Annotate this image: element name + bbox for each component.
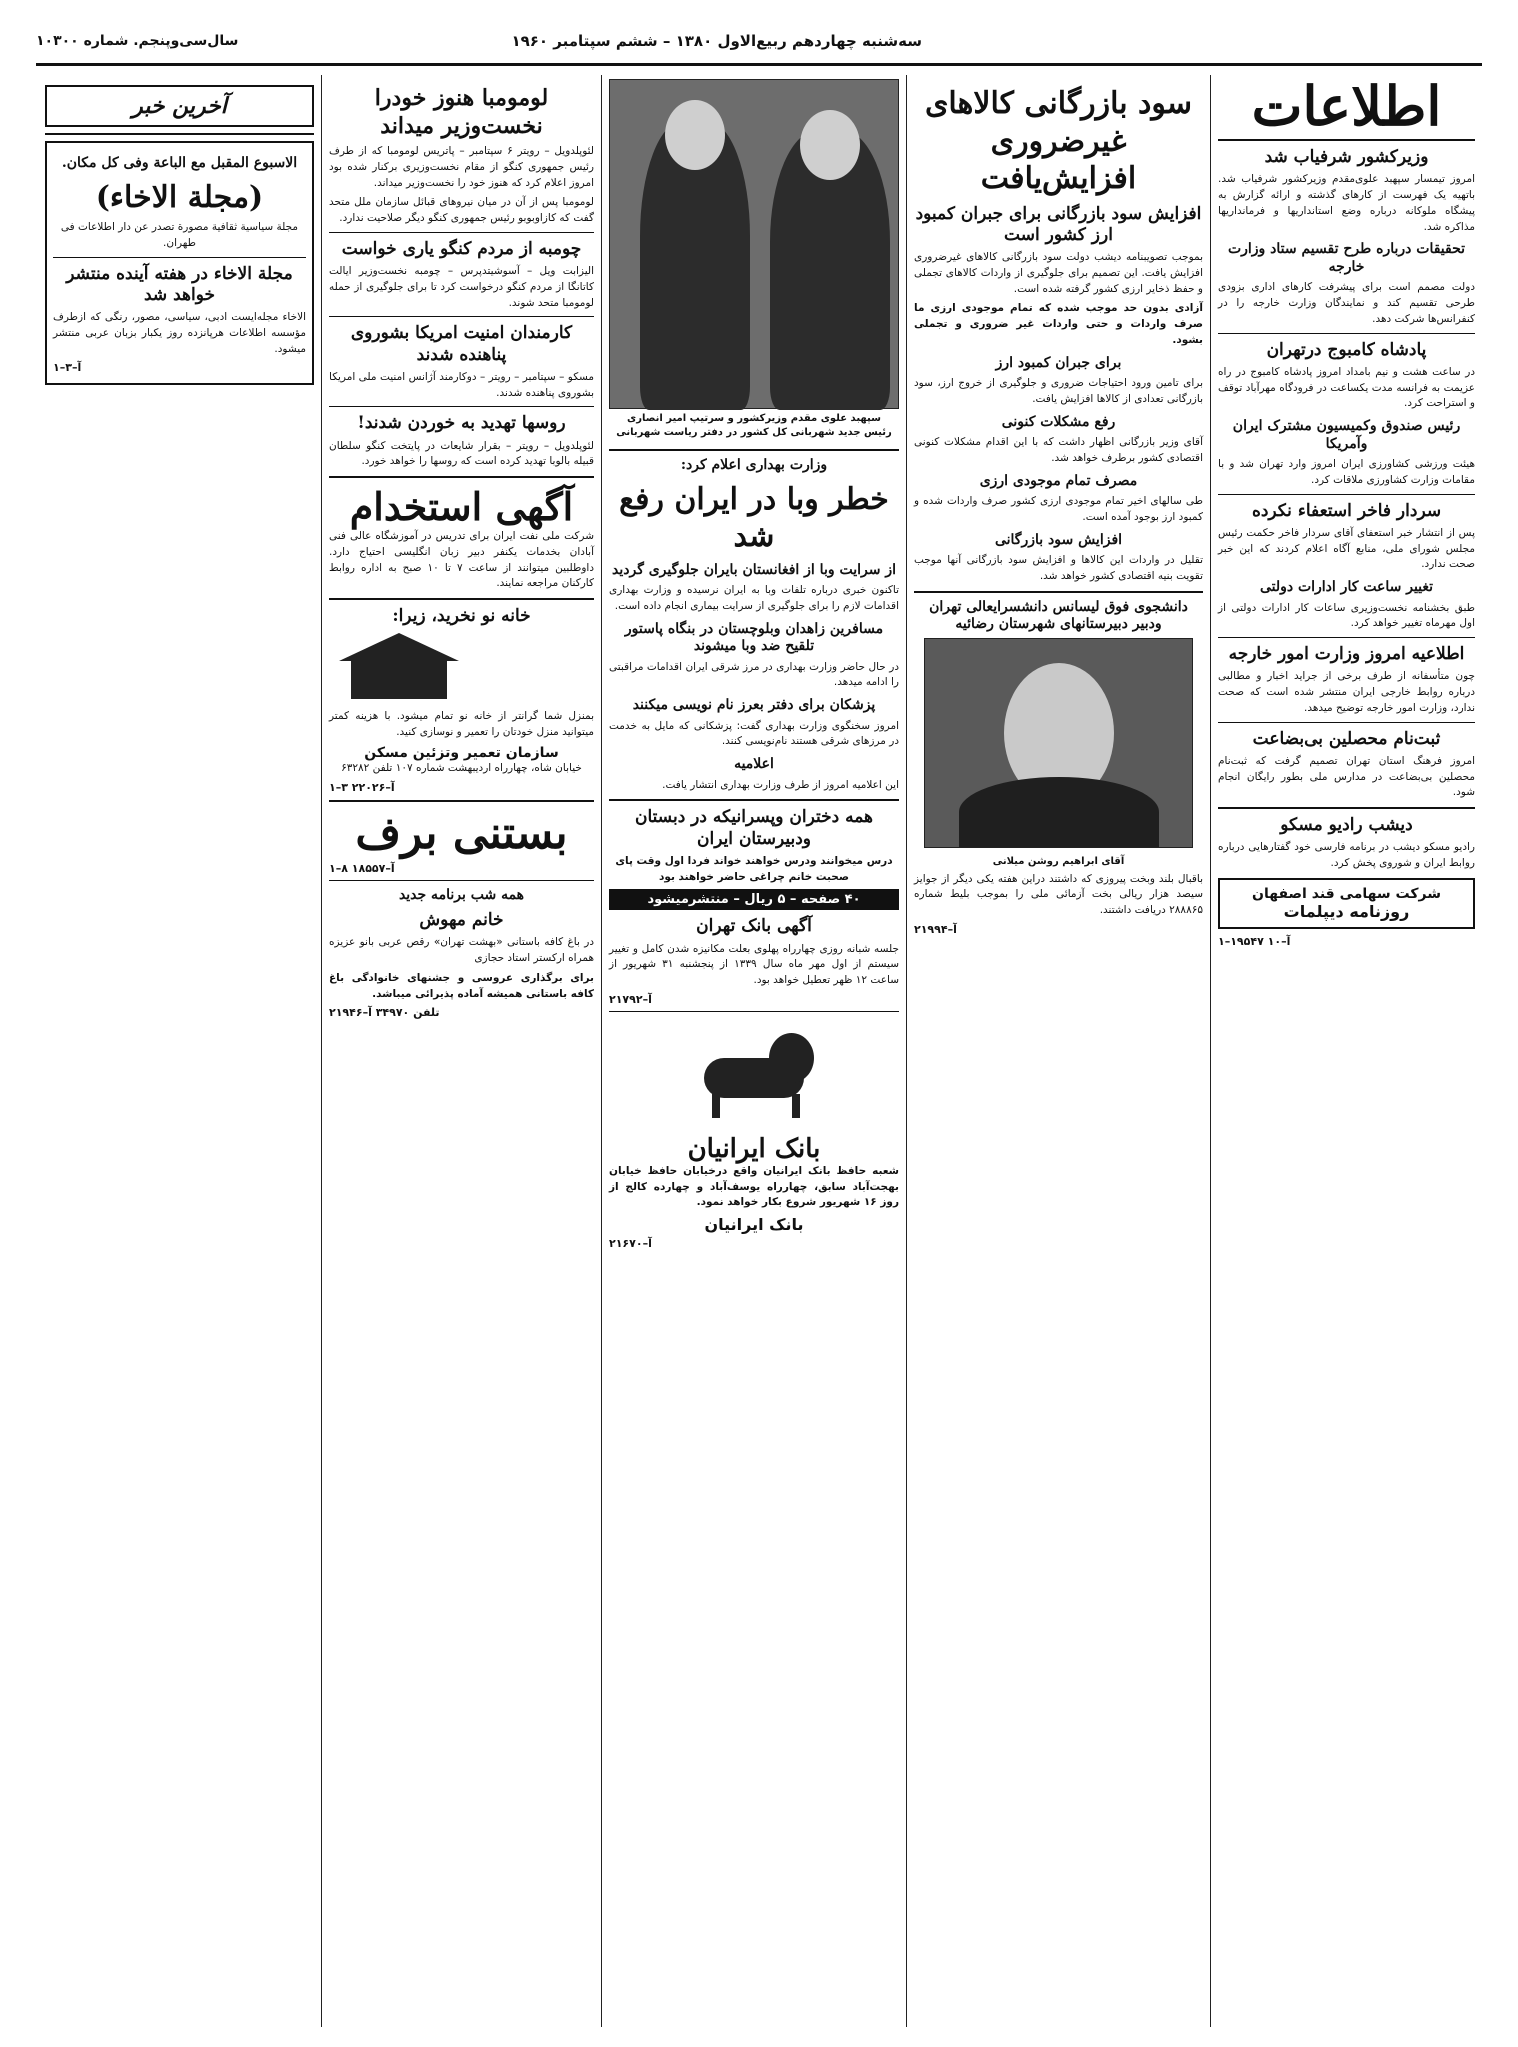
ad-code: آ–۲۱۹۹۴ <box>914 922 957 936</box>
portrait-photo <box>924 638 1193 848</box>
headline-problems: رفع مشکلات کنونی <box>1001 413 1116 430</box>
magazine-banner: ۴۰ صفحه – ۵ ریال – منتشرمیشود <box>609 889 899 910</box>
headline-foreign-ministry: تحقیقات درباره طرح تقسیم ستاد وزارت خارجه <box>1227 241 1466 275</box>
bank-signature: بانک ایرانیان <box>704 1215 804 1234</box>
headline-defectors: کارمندان امنیت امریکا بشوروی پناهنده شدند <box>350 323 573 365</box>
headline-radio-moscow: دیشب رادیو مسکو <box>1280 815 1413 835</box>
article-text: چون متأسفانه از طرف برخی از جراید اخبار و مطالبی درباره روابط خارجی ایران منتشر شده است که صحت ندارد، وزارت امور خارجه توضیح میدهد. <box>1218 670 1475 714</box>
column-1 <box>1210 75 1482 2027</box>
headline-new-house: خانه نو نخرید، زیرا: <box>392 606 531 626</box>
article-text: بمنزل شما گرانتر از خانه نو تمام میشود. با هزینه کمتر میتوانید منزل خودتان را تعمیر و نوسازی کنید. <box>329 710 594 738</box>
headline-commission: رئیس صندوق وکمیسیون مشترک ایران وآمریکا <box>1232 418 1461 452</box>
ad-code: آ–۲۱۷۹۲ <box>609 992 652 1006</box>
ad-code: ۱–۱۹۵۴۷ آ–۱۰ <box>1218 934 1291 948</box>
newspaper-logo: اطلاعات <box>1251 75 1442 138</box>
article-text: برای تامین ورود احتیاجات ضروری و جلوگیری از خروج ارز، سود بازرگانی تعدادی از کالاها افزایش یافت. <box>914 377 1203 405</box>
article-text: درس میخوانند ودرس خواهند خواند فردا اول وقت پای صحبت خانم چراغی حاضر خواهند بود <box>615 854 893 883</box>
article-text: تقلیل در واردات این کالاها و افزایش سود بازرگانی آنها موجب تقویت بنیه اقتصادی کشور خواهد شد. <box>914 554 1203 582</box>
masthead-date: سه‌شنبه چهاردهم ربیع‌الاول ۱۳۸۰ – ششم سپتامبر ۱۹۶۰ <box>511 31 922 50</box>
headline-student-registration: ثبت‌نام محصلین بی‌بضاعت <box>1252 728 1441 749</box>
news-photo <box>609 79 899 409</box>
article-text: طبق بخشنامه نخست‌وزیری ساعات کار ادارات دولتی از اول مهرماه تغییر خواهد کرد. <box>1218 601 1475 630</box>
late-news-box: آخرین خبر <box>45 85 314 127</box>
article-text: شعبه حافظ بانک ایرانیان واقع درخیابان حافظ خیابان بهجت‌آباد سابق، چهارراه یوسف‌آباد و چهارده کالج از روز ۱۶ شهریور شروع بکار خواهد نمود. <box>609 1164 899 1209</box>
headline-lottery-winner: دانشجوی فوق لیسانس دانشسرایعالی تهران ودبیر دبیرستانهای شهرستان رضائیه <box>929 598 1188 632</box>
article-text: دولت مصمم است برای پیشرفت کارهای اداری بزودی طرحی تقسیم کند و نمایندگان وزارت خارجه را در کنفرانس‌ها شرکت دهد. <box>1218 281 1475 325</box>
photo-caption: سپهبد علوی مقدم وزیرکشور و سرتیپ امیر انصاری رئیس جدید شهربانی کل کشور در دفتر ریاست شهربانی <box>616 413 892 438</box>
headline-program: همه شب برنامه جدید <box>398 886 525 903</box>
article-text: خیابان شاه، چهارراه اردیبهشت شماره ۱۰۷ تلفن ۶۳۲۸۲ <box>341 761 582 774</box>
arabic-magazine-ad <box>45 141 314 385</box>
headline-currency: برای جبران کمبود ارز <box>995 354 1122 371</box>
masthead-issue: سال‌سی‌وپنجم. شماره ۱۰۳۰۰ <box>36 32 239 49</box>
column-4 <box>321 75 601 2027</box>
portrait-caption: آقای ابراهیم روشن میلانی <box>992 855 1125 867</box>
article-text: رادیو مسکو دیشب در برنامه فارسی خود گفتارهایی درباره روابط ایران و شوروی پخش کرد. <box>1218 841 1475 869</box>
article-text: در ساعت هشت و نیم بامداد امروز پادشاه کامبوج در راه عزیمت به فرانسه مدت یکساعت در فرودگاه مهرآباد توقف و استراحت کرد. <box>1218 365 1475 410</box>
headline-interior-minister: وزیرکشور شرفیاب شد <box>1264 147 1429 167</box>
headline-lumumba: لومومبا هنوز خودرا نخست‌وزیر میداند <box>374 85 549 139</box>
article-text: شرکت ملی نفت ایران برای تدریس در آموزشگاه عالی فنی آبادان بخدمات یکنفر دبیر زبان انگلیسی احتیاج دارد. داوطلبین میتوانند از ساعت ۷ تا ۱۰ صبح به اداره روابط کارکنان مراجعه نمایند. <box>329 530 594 590</box>
article-text: الیزابت ویل – آسوشیتدپرس – چومبه نخست‌وزیر ایالت کاتانگا از مردم کنگو درخواست کرد تا برای جلوگیری از حمله لومومبا متحد شوند. <box>329 265 594 309</box>
headline-foreign-ministry-notice: اطلاعیه امروز وزارت امور خارجه <box>1228 644 1465 664</box>
house-icon <box>329 633 594 703</box>
headline-bank-tehran: آگهی بانک تهران <box>696 916 812 937</box>
ad-code: آ–۲۱۶۷۰ <box>609 1237 652 1250</box>
headline-cambodia-king: پادشاه کامبوج درتهران <box>1266 339 1427 360</box>
headline-office-hours: تغییر ساعت کار ادارات دولتی <box>1259 579 1434 595</box>
ad-org: سازمان تعمیر وتزئین مسکن <box>364 744 559 761</box>
sub-headline: افزایش سود بازرگانی برای جبران کمبود ارز کشور است <box>915 203 1202 245</box>
article-text: امروز تیمسار سپهبد علوی‌مقدم وزیرکشور شرفیاب‌ شد. باتهیه یک فهرست از کارهای گذشته و ارائه گزارش به پیشگاه ملوکانه درباره وضع استانداریها و فرمانداریها مذاکره شد. <box>1218 173 1475 233</box>
arabic-ad-text: مجلة سیاسية ثقافية مصورة تصدر عن دار اطلاعات فی طهران. <box>60 221 299 249</box>
arabic-ad-headline: مجلة الاخاء در هفته آینده منتشر خواهد شد <box>66 263 293 305</box>
headline-sardar-fakher: سردار فاخر استعفاء نکرده <box>1251 500 1442 521</box>
headline-reserves: مصرف تمام موجودی ارزی <box>979 472 1138 489</box>
article-text: باقبال بلند وبخت پیروزی که داشتند دراین هفته یکی دیگر از جوایز سیصد هزار ریالی بخت آزمائی ملی را بموجب بلیط شماره ۲۸۸۸۶۵ دریافت داشتند. <box>914 872 1203 916</box>
bank-logo: بانک ایرانیان <box>687 1133 821 1164</box>
article-text: برای برگذاری عروسی و جشنهای خانوادگی باغ کافه باستانی همیشه آماده پذیرائی میباشد. <box>329 971 594 1000</box>
ad-code: ۱–۳ آ–۲۲۰۲۶ <box>329 780 395 794</box>
ad-code: ۱–۸ آ–۱۸۵۵۷ <box>329 861 395 875</box>
headline-performer: خانم مهوش <box>419 910 504 930</box>
headline-cholera: خطر وبا در ایران رفع شد <box>619 481 889 554</box>
article-text: لئوپلدویل – رویتر ۶ سپتامبر – پاتریس لومومبا که از طرف رئیس جمهوری کنگو از مقام نخست‌وزیری برکنار شده بود امروز اعلام کرد که هنوز خود را نخست‌وزیر میداند. <box>329 145 594 189</box>
headline-travelers: مسافرین زاهدان وبلوچستان در بنگاه پاستور تلقیح ضد وبا میشوند <box>624 620 884 654</box>
headline-tshombe: چومبه از مردم کنگو یاری خواست <box>341 238 582 259</box>
column-3 <box>601 75 906 2027</box>
headline-doctors: پزشکان برای دفتر بعرز نام نویسی میکنند <box>632 697 876 713</box>
article-text: آزادی بدون حد موجب شده که تمام موجودی ارزی ما صرف واردات و حتی واردات غیر ضروری و تجملی بشود. <box>914 302 1203 346</box>
ad-employment-title: آگهی استخدام <box>349 484 574 529</box>
arabic-ad-text: الاخاء مجله‌ایست ادبی، سیاسی، مصور، رنگی که ازطرف مؤسسه اطلاعات هرپانزده روز یکبار بزبان عربی منتشر میشود. <box>53 311 306 355</box>
ad-ice-cream: بستنی برف <box>355 807 568 859</box>
article-text: مسکو – سپتامبر – رویتر – دوکارمند آژانس امنیت ملی امریکا بشوروی پناهنده شدند. <box>329 370 594 399</box>
ad-small-title: شرکت سهامی قند اصفهان <box>1252 885 1441 902</box>
column-5 <box>38 75 321 2027</box>
article-text: در باغ کافه باستانی «بهشت تهران» رقص عربی بانو عزیزه همراه ارکستر استاد حجازی <box>329 936 594 964</box>
headline-russians: روسها تهدید به خوردن شدند! <box>357 413 566 434</box>
article-text: طی سالهای اخیر تمام موجودی ارزی کشور صرف واردات شده و کمبود ارز بوجود آمده است. <box>914 495 1203 523</box>
article-text: این اعلامیه امروز از طرف وزارت بهداری انتشار یافت. <box>662 778 899 791</box>
article-text: امروز سخنگوی وزارت بهداری گفت: پزشکانی که مایل به خدمت در مرزهای شرقی هستند نام‌نویسی کنند. <box>609 719 899 748</box>
headline-students: همه دختران وپسرانیکه در دبستان ودبیرستان ایران <box>635 807 873 849</box>
arabic-ad-line: الاسبوع المقبل مع الباعة وفی کل مکان. <box>61 155 298 171</box>
article-text: آقای وزیر بازرگانی اظهار داشت که با این اقدام مشکلات کنونی اقتصادی کشور برطرف خواهد شد. <box>914 436 1203 464</box>
article-text: بموجب تصویبنامه دیشب دولت سود بازرگانی کالاهای غیرضروری افزایش یافت. این تصمیم برای جلوگیری از واردات کالاهای تجملی و حفظ ذخایر ارزی کشور گرفته شده است. <box>914 251 1203 295</box>
masthead <box>36 18 1482 66</box>
column-2 <box>906 75 1210 2027</box>
article-text: لومومبا پس از آن در میان نیروهای قبائل سازمان ملل متحد گفت که کازاوبوبو رئیس جمهوری کنگو دیگر صلاحیت ندارد. <box>329 196 594 224</box>
headline-profit-increase: افزایش سود بازرگانی <box>994 531 1123 548</box>
lion-logo-icon <box>684 1018 824 1128</box>
article-text: در حال حاضر وزارت بهداری در مرز شرقی ایران اقدامات مراقبتی را ادامه میدهد. <box>609 660 899 689</box>
ad-code: آ–۳–۱ <box>53 361 82 375</box>
arabic-ad-title: (مجلة الاخاء) <box>95 179 264 215</box>
article-text: پس از انتشار خبر استعفای آقای سردار فاخر حکمت رئیس مجلس شورای ملی، منابع آگاه اعلام کردند که این خبر صحت ندارد. <box>1218 526 1475 571</box>
headline-prevented: از سرایت وبا از افغانستان بایران جلوگیری گردید <box>611 561 896 578</box>
headline-notice: اعلامیه <box>734 756 774 772</box>
ad-code: تلفن ۳۴۹۷۰ آ–۲۱۹۴۶ <box>329 1006 440 1020</box>
article-text: تاکنون خبری درباره تلفات وبا به ایران نرسیده و وزارت بهداری اقدامات لازم را برای جلوگیری از سرایت بیماری انجام داده است. <box>609 584 899 612</box>
main-headline: سود بازرگانی کالاهای غیرضروری افزایش‌یافت <box>924 86 1193 196</box>
columns <box>36 75 1482 2027</box>
ad-small-title-2: روزنامه دیپلمات <box>1283 901 1410 921</box>
article-text: امروز فرهنگ استان تهران تصمیم گرفت که ثبت‌نام محصلین بی‌بضاعت در مدارس ملی بطور رایگان انجام شود. <box>1218 754 1475 799</box>
ad-small <box>1218 878 1475 929</box>
article-text: هیئت ورزشی کشاورزی ایران امروز وارد تهران شد و با مقامات وزارت کشاورزی ملاقات کرد. <box>1218 458 1475 486</box>
article-text: جلسه شبانه روزی چهارراه پهلوی بعلت مکانیزه شدن کامل و تغییر سیستم از اول مهر ماه سال ۱۳۳۹ از پنجشنبه ۳۱ شهریور از ساعت ۱۲ ظهر تعطیل خواهد بود. <box>609 942 899 986</box>
headline-health-ministry: وزارت بهداری اعلام کرد: <box>680 457 828 473</box>
article-text: لئوپلدویل – رویتر – بقرار شایعات در پایتخت کنگو سلطان قبیله بالوبا تهدید کرده است که روسها را خواهد خورد. <box>329 439 594 468</box>
